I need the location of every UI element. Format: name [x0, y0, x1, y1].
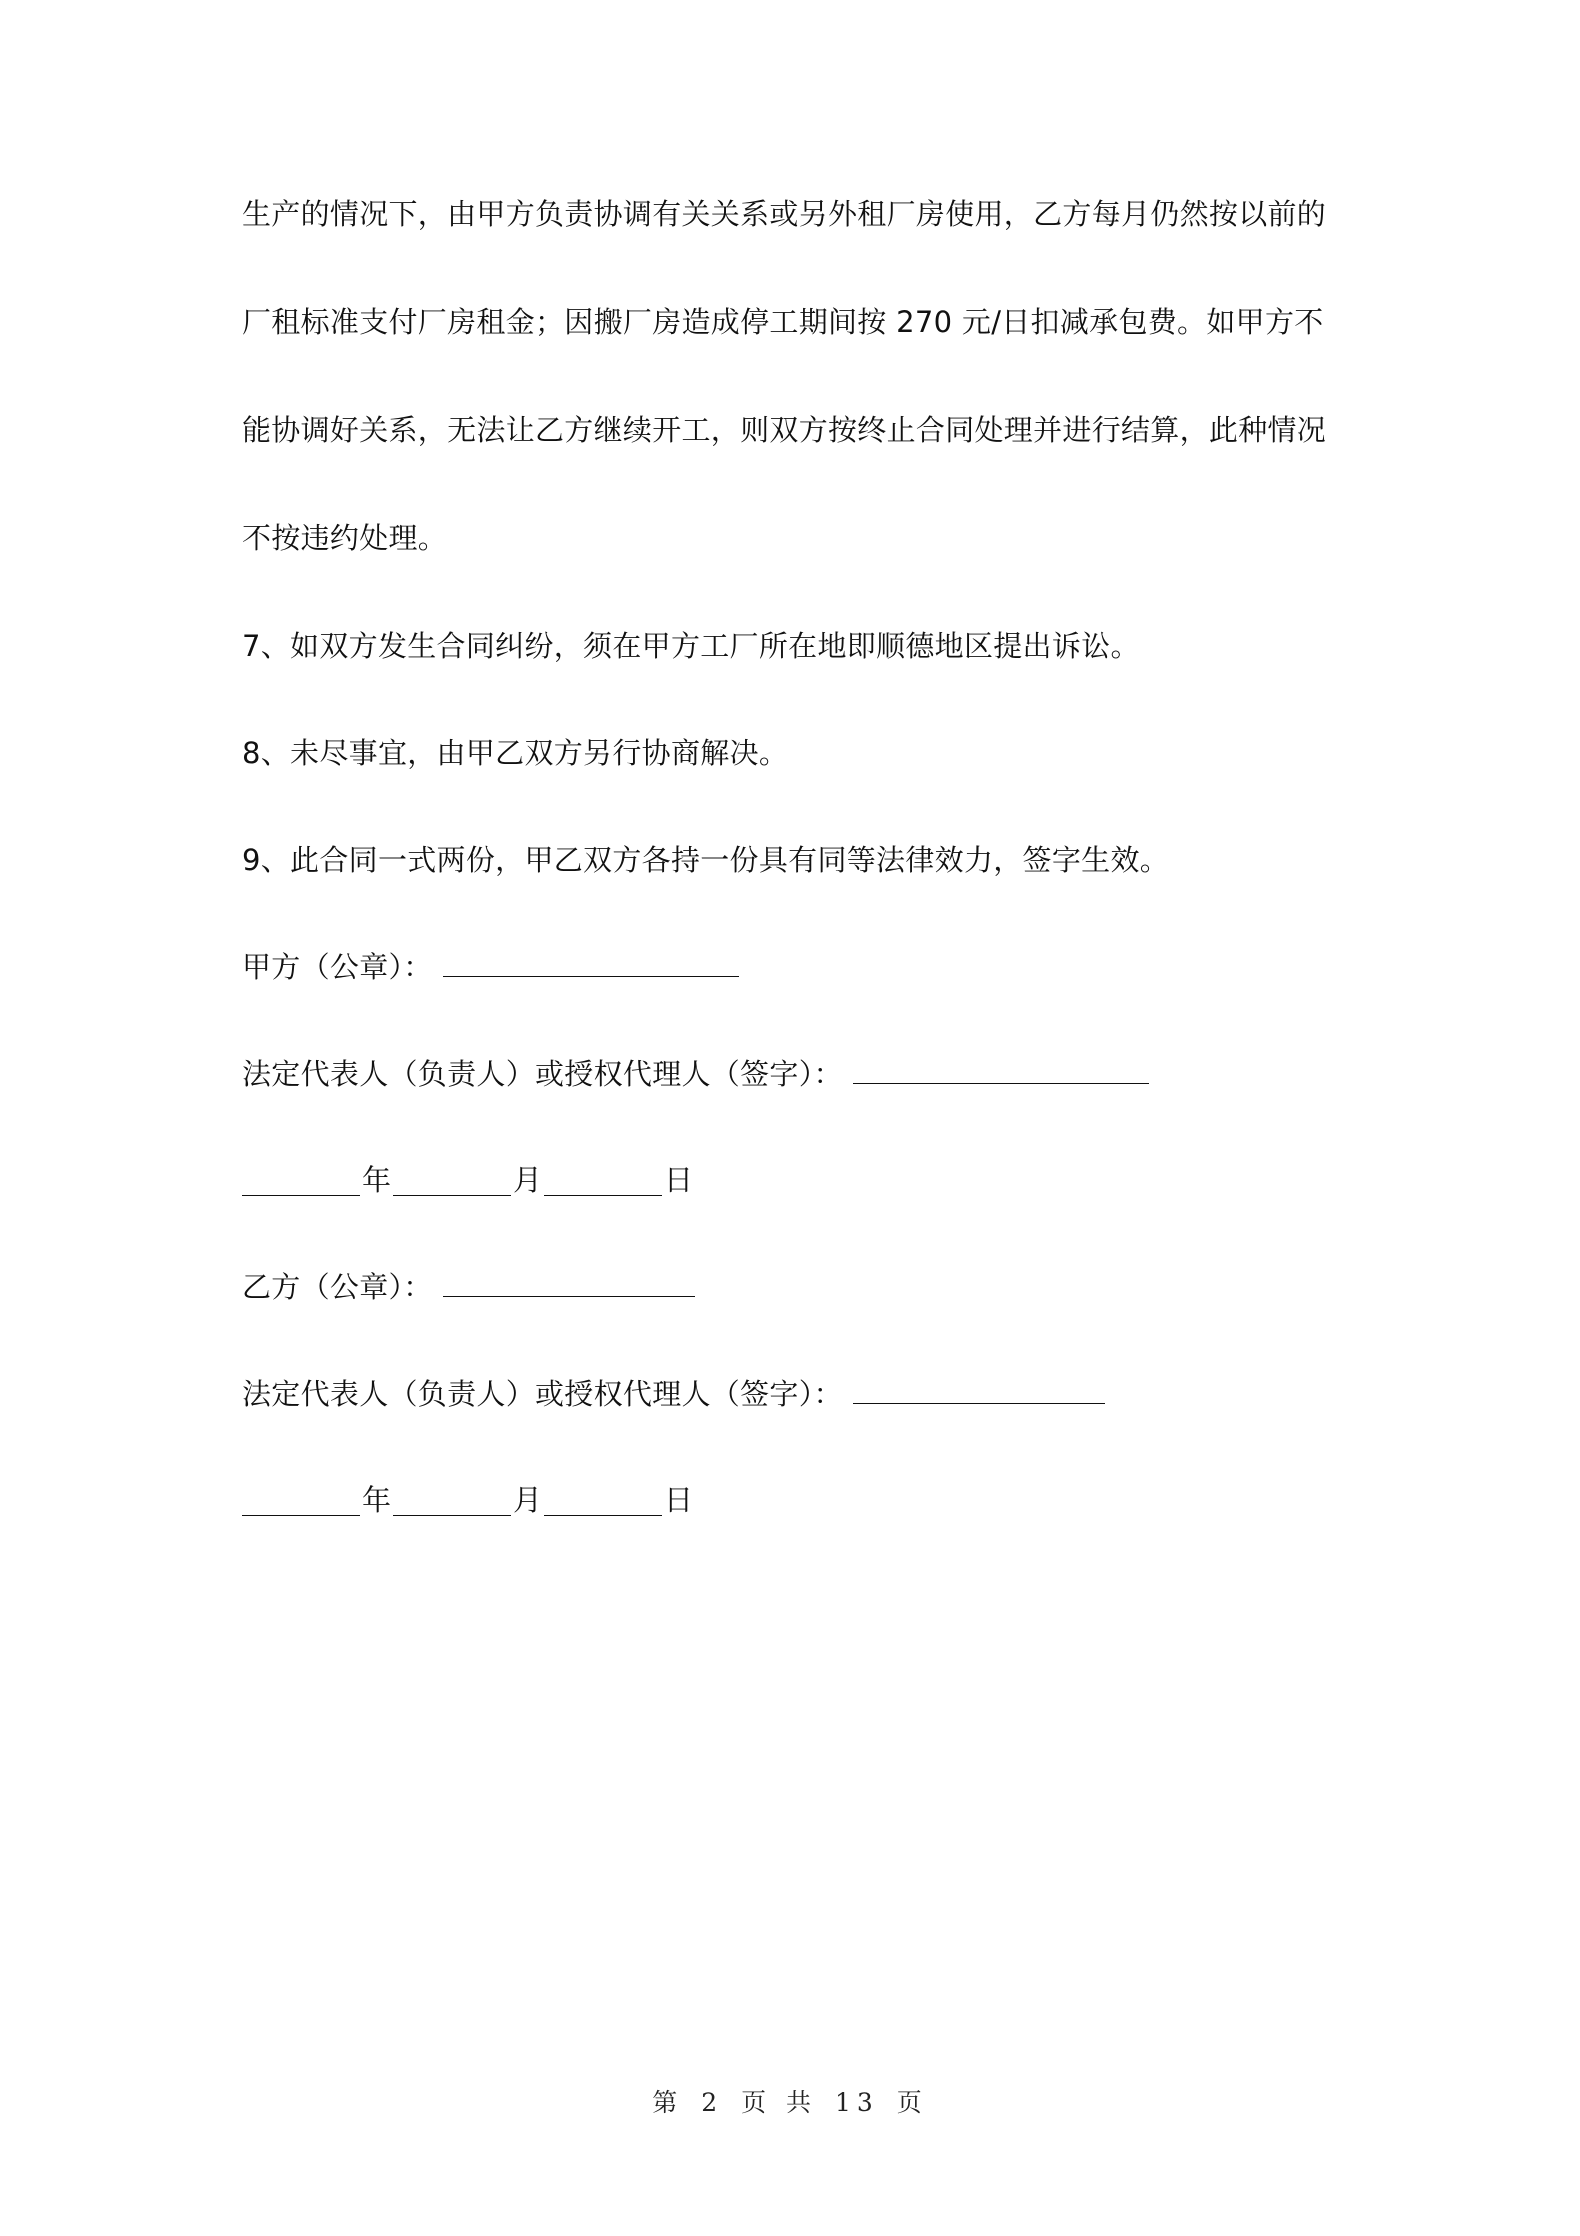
party-a-year-label: 年	[362, 1163, 392, 1197]
clause-8: 8、未尽事宜，由甲乙双方另行协商解决。	[242, 736, 789, 770]
party-b-month-field[interactable]	[393, 1485, 511, 1516]
paragraph-line-4: 不按违约处理。	[242, 521, 448, 555]
party-b-year-field[interactable]	[242, 1485, 360, 1516]
page-footer	[0, 2083, 1580, 2119]
footer-current-page: 2	[701, 2088, 724, 2117]
clause-9: 9、此合同一式两份，甲乙双方各持一份具有同等法律效力，签字生效。	[242, 843, 1170, 877]
party-a-seal-label: 甲方（公章）：	[242, 950, 433, 984]
footer-mid: 页 共	[741, 2088, 818, 2117]
paragraph-line-1: 生产的情况下，由甲方负责协调有关关系或另外租厂房使用，乙方每月仍然按以前的	[242, 197, 1327, 231]
footer-total-pages: 13	[834, 2088, 879, 2117]
party-a-month-label: 月	[513, 1163, 543, 1197]
party-b-seal-row	[242, 1267, 695, 1307]
party-b-rep-row	[242, 1374, 1105, 1414]
party-b-rep-signature-field[interactable]	[853, 1402, 1105, 1404]
party-b-day-field[interactable]	[544, 1485, 662, 1516]
party-b-month-label: 月	[513, 1483, 543, 1517]
footer-prefix: 第	[652, 2088, 684, 2117]
party-a-date-row	[242, 1160, 695, 1200]
party-a-seal-row	[242, 947, 739, 987]
party-a-seal-field[interactable]	[443, 975, 739, 977]
footer-suffix: 页	[896, 2088, 928, 2117]
party-a-day-label: 日	[664, 1163, 694, 1197]
party-b-day-label: 日	[664, 1483, 694, 1517]
party-b-date-row	[242, 1480, 695, 1520]
party-b-seal-field[interactable]	[443, 1295, 695, 1297]
party-a-year-field[interactable]	[242, 1165, 360, 1196]
party-a-day-field[interactable]	[544, 1165, 662, 1196]
party-b-seal-label: 乙方（公章）：	[242, 1270, 433, 1304]
party-b-year-label: 年	[362, 1483, 392, 1517]
party-a-rep-row	[242, 1054, 1149, 1094]
party-a-rep-label: 法定代表人（负责人）或授权代理人（签字）：	[242, 1057, 843, 1091]
party-b-rep-label: 法定代表人（负责人）或授权代理人（签字）：	[242, 1377, 843, 1411]
paragraph-line-2: 厂租标准支付厂房租金；因搬厂房造成停工期间按 270 元/日扣减承包费。如甲方不	[242, 305, 1324, 339]
paragraph-line-3: 能协调好关系，无法让乙方继续开工，则双方按终止合同处理并进行结算，此种情况	[242, 413, 1327, 447]
party-a-month-field[interactable]	[393, 1165, 511, 1196]
clause-7: 7、如双方发生合同纠纷，须在甲方工厂所在地即顺德地区提出诉讼。	[242, 629, 1140, 663]
party-a-rep-signature-field[interactable]	[853, 1082, 1149, 1084]
